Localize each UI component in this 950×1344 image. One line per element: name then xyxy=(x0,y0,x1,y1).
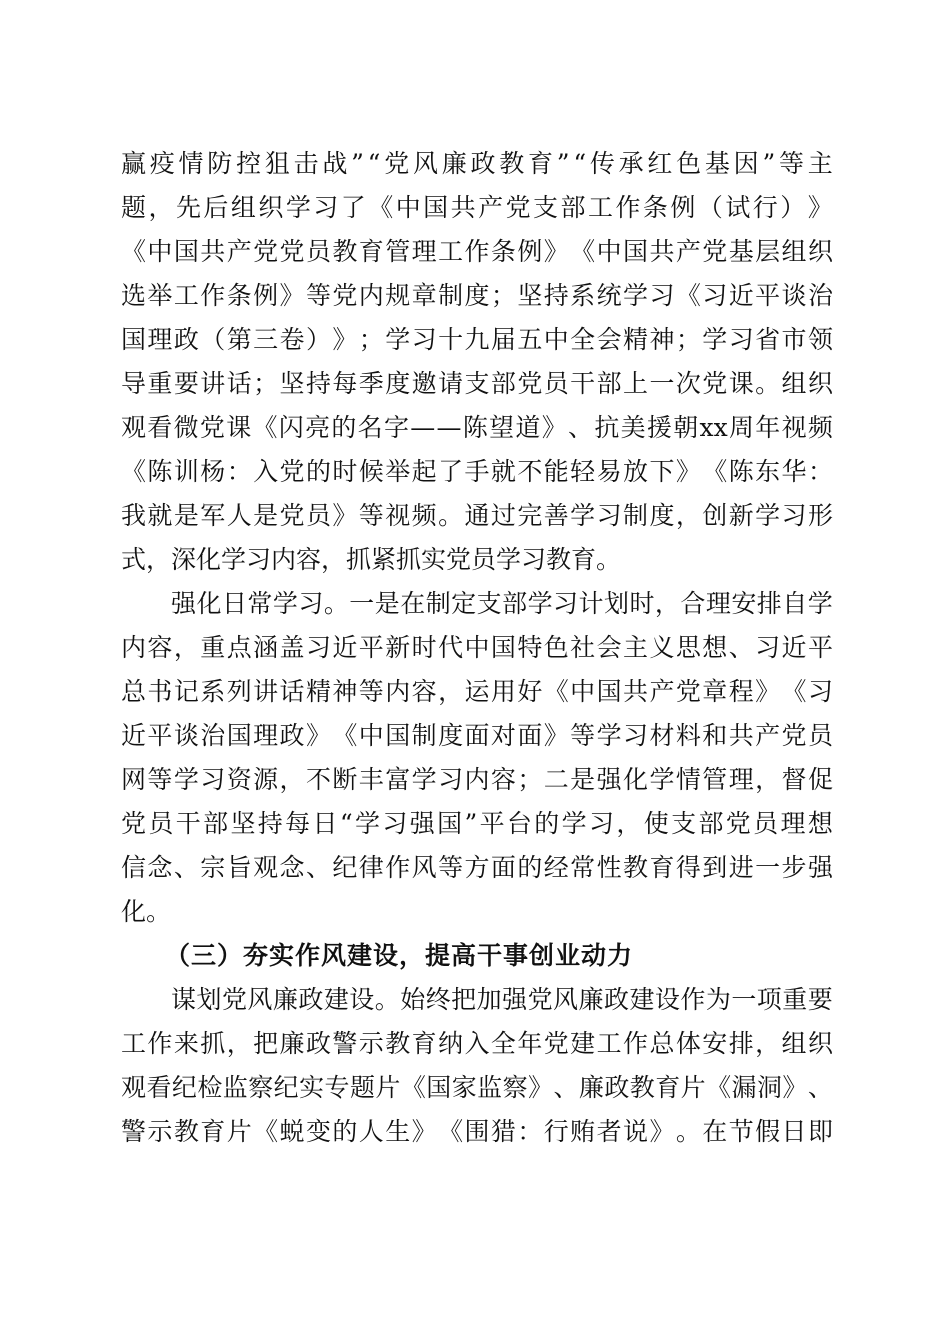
text-line: 工 作 来 抓 ， 把 廉 政 警 示 教 育 纳 入 全 年 党 建 工 作 总 体 安 排 ， 组 织 xyxy=(121,1029,833,1058)
text-line: 选 举 工 作 条 例 》 等 党 内 规 章 制 度 ； 坚 持 系 统 学 习 《 习 近 平 谈 治 xyxy=(121,281,833,310)
text-line: 国 理 政 （ 第 三 卷 ） 》 ； 学 习 十 九 届 五 中 全 会 精 神 ； 学 习 省 市 领 xyxy=(121,325,833,354)
text-line: 内 容 ， 重 点 涵 盖 习 近 平 新 时 代 中 国 特 色 社 会 主 义 思 想 、 习 近 平 xyxy=(121,633,833,662)
text-line: 式，深化学习内容，抓紧抓实党员学习教育。 xyxy=(121,545,622,574)
text-line: 网 等 学 习 资 源 ， 不 断 丰 富 学 习 内 容 ； 二 是 强 化 学 情 管 理 ， 督 促 xyxy=(121,765,833,794)
text-line: 警 示 教 育 片 《 蜕 变 的 人 生 》 《 围 猎 ： 行 贿 者 说 》 。 在 节 假 日 即 xyxy=(121,1117,833,1146)
text-line: 总 书 记 系 列 讲 话 精 神 等 内 容 ， 运 用 好 《 中 国 共 产 党 章 程 》 《 习 xyxy=(121,677,833,706)
text-line: 我 就 是 军 人 是 党 员 》 等 视 频 。 通 过 完 善 学 习 制 度 ， 创 新 学 习 形 xyxy=(121,501,833,530)
text-line: 《 陈 训 杨 ： 入 党 的 时 候 举 起 了 手 就 不 能 轻 易 放 下 》 《 陈 东 华 ： xyxy=(121,457,833,486)
paragraph-first-line: 强 化 日 常 学 习 。 一 是 在 制 定 支 部 学 习 计 划 时 ， 合 理 安 排 自 学 xyxy=(171,589,833,618)
text-line: 观 看 微 党 课 《 闪 亮 的 名 字 — — 陈 望 道 》 、 抗 美 援 朝 xx 周 年 视 频 xyxy=(121,413,833,442)
text-line: 题 ， 先 后 组 织 学 习 了 《 中 国 共 产 党 支 部 工 作 条 例 （ 试 行 ） 》 xyxy=(121,193,833,222)
paragraph-first-line: 谋 划 党 风 廉 政 建 设 。 始 终 把 加 强 党 风 廉 政 建 设 作 为 一 项 重 要 xyxy=(171,985,833,1014)
section-heading: （三）夯实作风建设，提高干事创业动力 xyxy=(165,941,634,970)
text-line: 《 中 国 共 产 党 党 员 教 育 管 理 工 作 条 例 》 《 中 国 共 产 党 基 层 组 织 xyxy=(121,237,833,266)
text-line: 党 员 干 部 坚 持 每 日 “ 学 习 强 国 ” 平 台 的 学 习 ， 使 支 部 党 员 理 想 xyxy=(121,809,833,838)
text-line: 观 看 纪 检 监 察 纪 实 专 题 片 《 国 家 监 察 》 、 廉 政 教 育 片 《 漏 洞 》 、 xyxy=(121,1073,833,1102)
text-line: 近 平 谈 治 国 理 政 》 《 中 国 制 度 面 对 面 》 等 学 习 材 料 和 共 产 党 员 xyxy=(121,721,833,750)
text-line: 信 念 、 宗 旨 观 念 、 纪 律 作 风 等 方 面 的 经 常 性 教 育 得 到 进 一 步 强 xyxy=(121,853,833,882)
text-line: 导 重 要 讲 话 ； 坚 持 每 季 度 邀 请 支 部 党 员 干 部 上 一 次 党 课 。 组 织 xyxy=(121,369,833,398)
text-line: 赢 疫 情 防 控 狙 击 战 ” “ 党 风 廉 政 教 育 ” “ 传 承 红 色 基 因 ” 等 主 xyxy=(121,149,833,178)
text-line: 化。 xyxy=(121,897,172,926)
